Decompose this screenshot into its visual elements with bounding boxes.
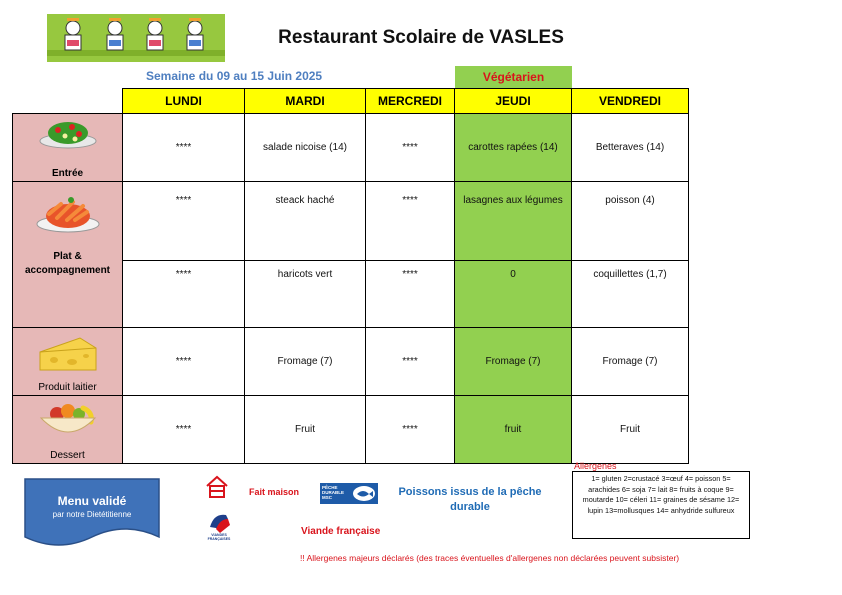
fish-icon (352, 485, 376, 502)
menu-cell: **** (366, 114, 455, 182)
menu-cell: Fromage (7) (245, 328, 366, 396)
french-meat-label: Viande française (301, 526, 381, 537)
day-header: JEUDI (455, 89, 572, 114)
menu-cell: **** (366, 328, 455, 396)
fruit-bowl-icon (37, 400, 99, 440)
row-header-plat (13, 182, 123, 328)
menu-cell: steack haché (245, 182, 366, 261)
vegetarian-label: Végétarien (455, 66, 572, 88)
row-header-produit-laitier (13, 328, 123, 396)
french-meat-logo (206, 509, 232, 545)
allergens-title: Allergenes (574, 461, 617, 471)
homemade-label: Fait maison (249, 487, 300, 497)
row-label: Plat & accompagnement (24, 251, 111, 276)
menu-table (12, 88, 689, 464)
day-header: VENDREDI (572, 89, 689, 114)
menu-cell: fruit (455, 396, 572, 464)
sustainable-fish-label: Poissons issus de la pêche durable (398, 486, 542, 513)
menu-cell: **** (366, 396, 455, 464)
row-label: Produit laitier (38, 382, 97, 393)
cheese-icon (36, 332, 100, 376)
french-meat-logo-text: VIANDES FRANÇAISES (207, 533, 231, 541)
menu-cell: 0 (455, 261, 572, 328)
day-header: LUNDI (123, 89, 245, 114)
menu-cell: Fromage (7) (572, 328, 689, 396)
table-corner (13, 89, 123, 114)
msc-logo (320, 483, 378, 504)
menu-validated-badge (23, 477, 137, 549)
menu-cell: **** (123, 114, 245, 182)
menu-validated-title: Menu validé (57, 494, 127, 508)
menu-validated-subtitle: par notre Dietétitienne (52, 510, 132, 519)
allergens-note: !! Allergenes majeurs déclarés (des traces éventuelles d'allergenes non déclarées peuvent subsister) (300, 553, 680, 563)
menu-cell: salade nicoise (14) (245, 114, 366, 182)
menu-cell: **** (366, 261, 455, 328)
menu-cell: **** (123, 261, 245, 328)
menu-cell: **** (123, 328, 245, 396)
menu-cell: coquillettes (1,7) (572, 261, 689, 328)
menu-cell: Fruit (572, 396, 689, 464)
french-flag-icon (206, 509, 232, 535)
menu-cell: lasagnes aux légumes (455, 182, 572, 261)
msc-logo-text: PÊCHE DURABLE MSC (322, 485, 344, 500)
salad-icon (38, 116, 98, 150)
page-title: Restaurant Scolaire de VASLES (278, 27, 564, 48)
row-header-dessert (13, 396, 123, 464)
menu-cell: **** (123, 396, 245, 464)
day-header: MARDI (245, 89, 366, 114)
menu-cell: Fruit (245, 396, 366, 464)
row-label: Dessert (50, 450, 85, 461)
menu-cell: carottes rapées (14) (455, 114, 572, 182)
row-label: Entrée (51, 168, 84, 179)
menu-cell: **** (366, 182, 455, 261)
menu-cell: **** (123, 182, 245, 261)
menu-cell: haricots vert (245, 261, 366, 328)
menu-cell: Betteraves (14) (572, 114, 689, 182)
row-header-entree (13, 114, 123, 182)
allergens-list: 1= gluten 2=crustacé 3=œuf 4= poisson 5= arachides 6= soja 7= lait 8= fruits à coque 9= moutarde 10= céleri 11= graines de sésame 12= lupin 13=mollusques 14= anhydride sulfureux (572, 471, 750, 539)
homemade-house-icon (204, 474, 230, 500)
menu-cell: Fromage (7) (455, 328, 572, 396)
menu-cell: poisson (4) (572, 182, 689, 261)
day-header: MERCREDI (366, 89, 455, 114)
week-label: Semaine du 09 au 15 Juin 2025 (146, 69, 323, 83)
pasta-plate-icon (35, 192, 101, 234)
